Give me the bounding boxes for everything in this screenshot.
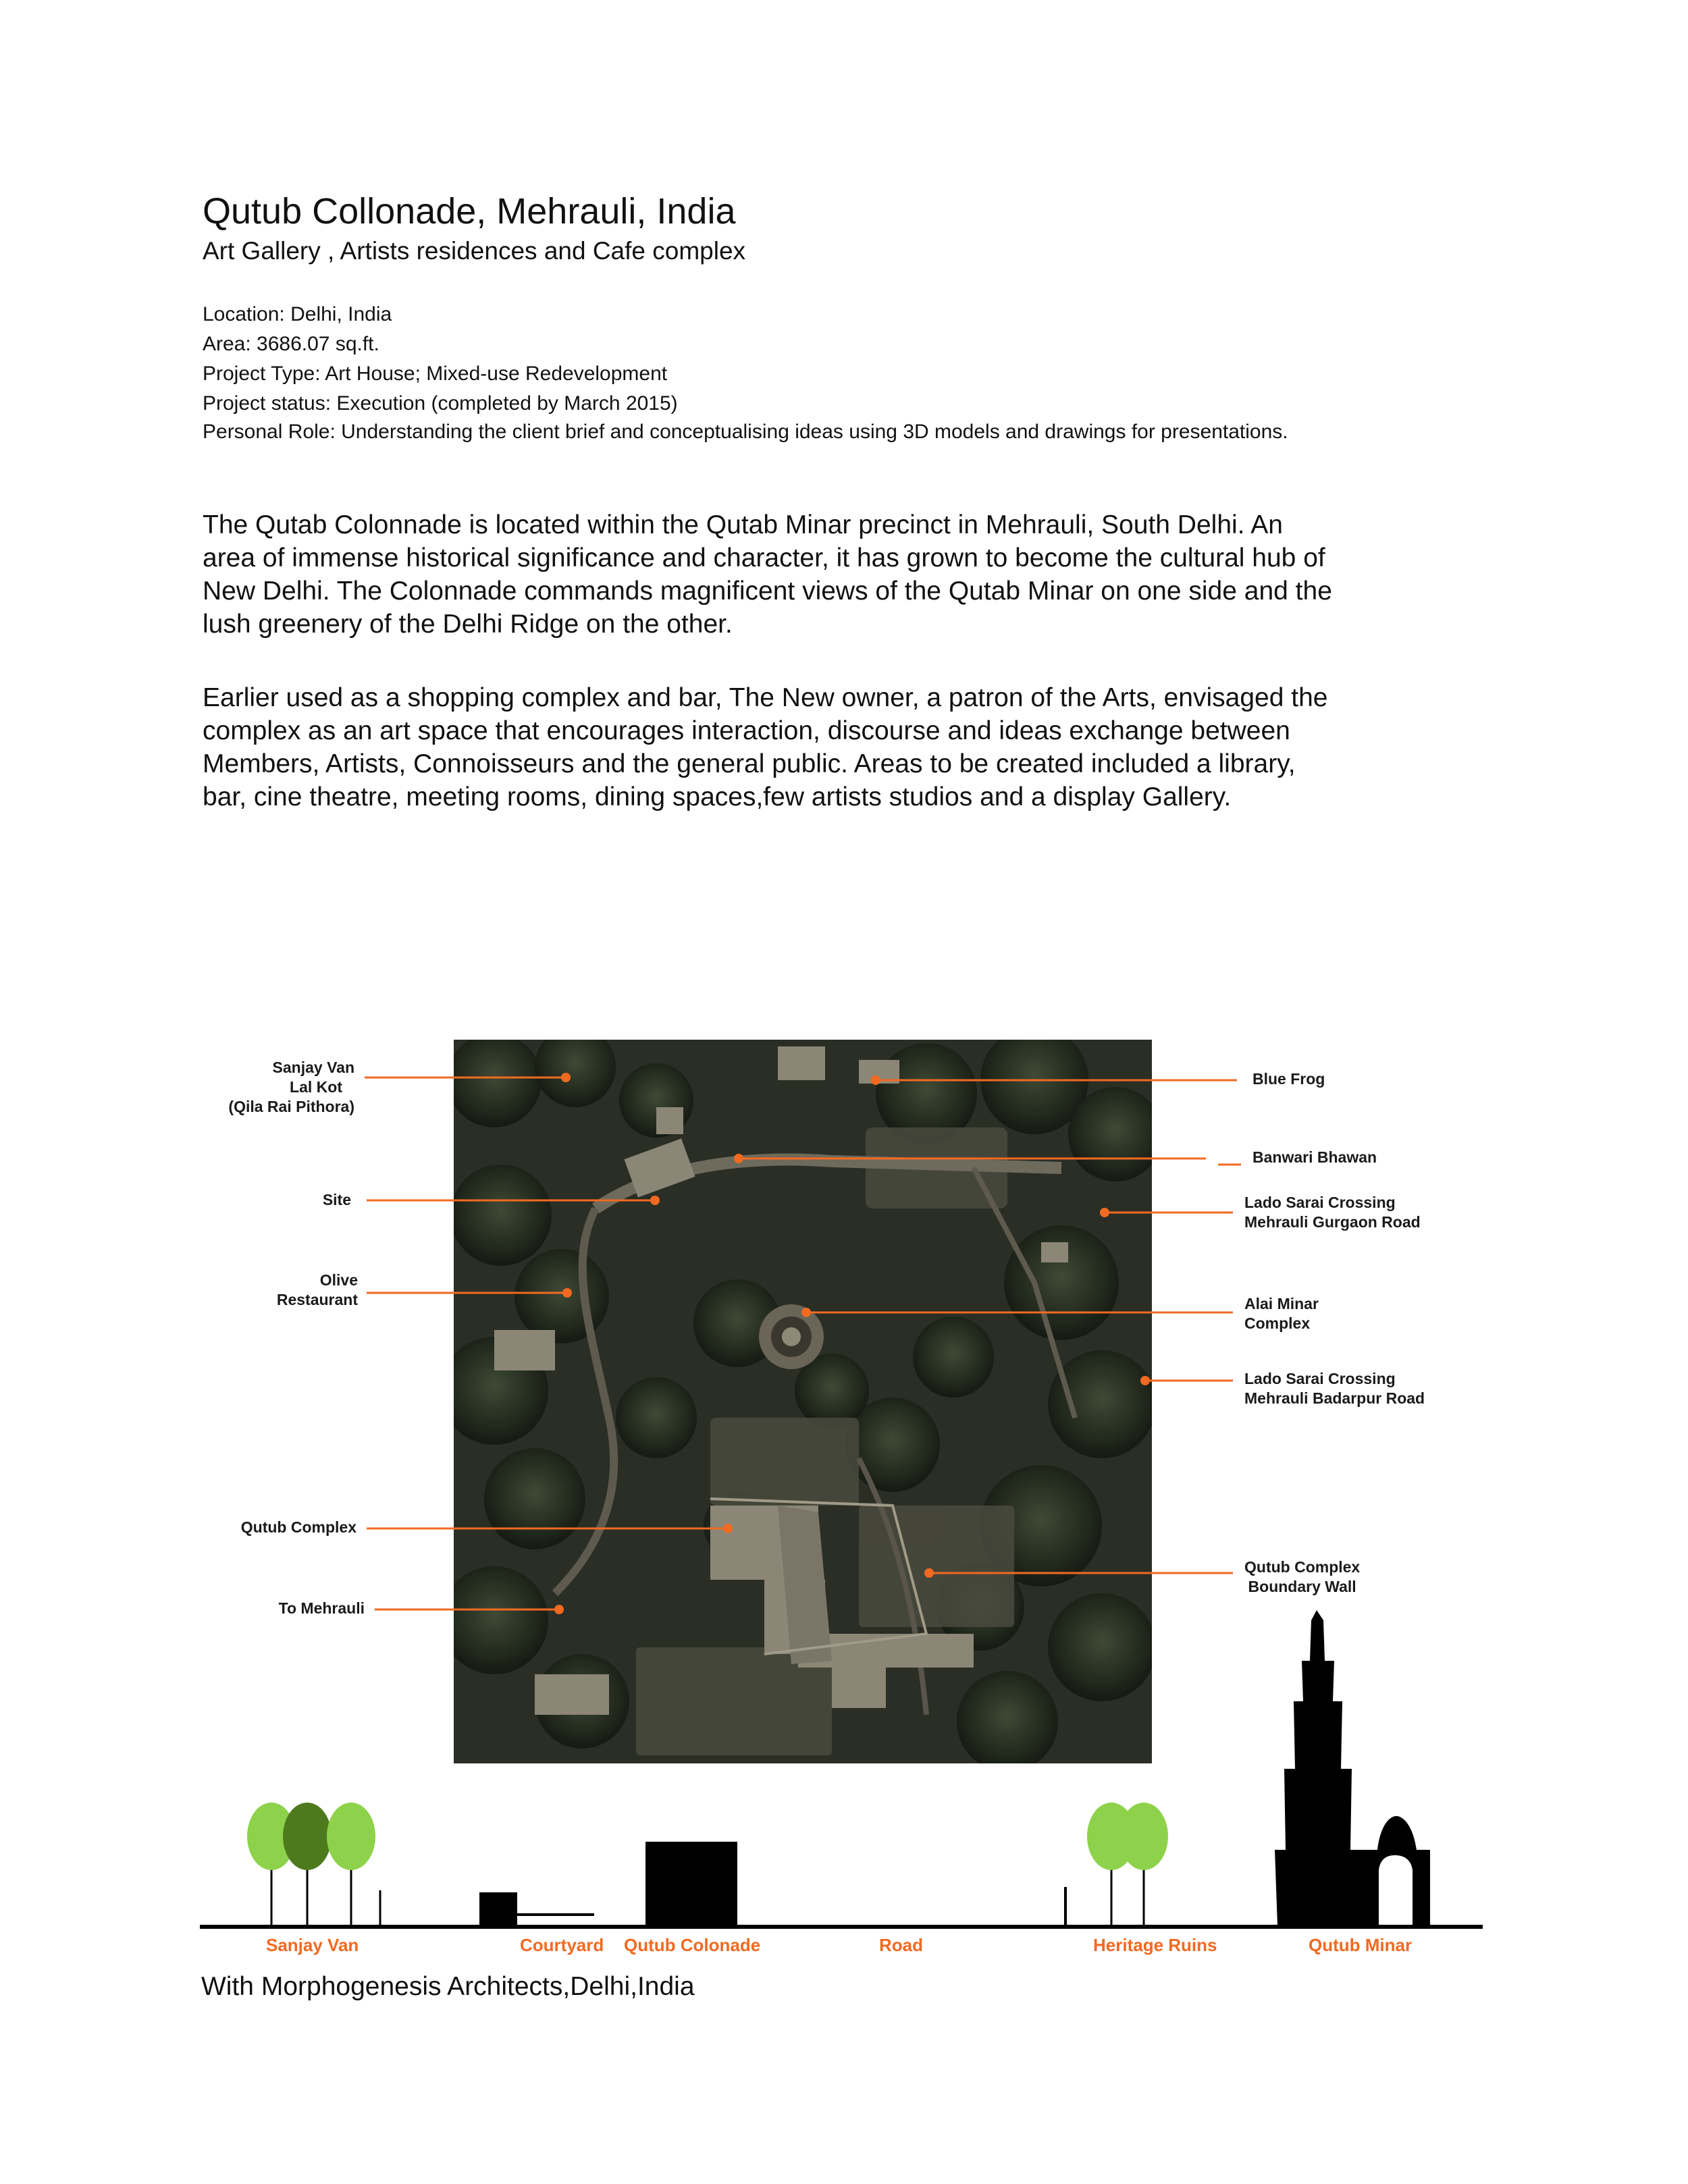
label-to-mehrauli: To Mehrauli — [278, 1599, 365, 1617]
tree-light — [1087, 1803, 1136, 1870]
detail-location: Location: Delhi, India — [203, 303, 392, 325]
label-boundary-wall: Qutub Complex Boundary Wall — [1244, 1558, 1361, 1595]
section-label-qutub-minar: Qutub Minar — [1309, 1935, 1413, 1955]
section-label-qutub-colonade: Qutub Colonade — [624, 1935, 761, 1955]
label-site: Site — [322, 1191, 351, 1208]
tree-light — [247, 1803, 296, 1870]
section-label-road: Road — [879, 1935, 923, 1955]
tree-light — [327, 1803, 375, 1870]
page-subtitle: Art Gallery , Artists residences and Cafe complex — [203, 237, 746, 265]
sanjay-van-trees — [247, 1803, 380, 1925]
label-lado-sarai-gurgaon: Lado Sarai Crossing Mehrauli Gurgaon Road — [1244, 1194, 1421, 1231]
qutub-colonade-block — [645, 1842, 737, 1927]
brief-paragraph: Earlier used as a shopping complex and bar, The New owner, a patron of the Arts, envisaged the complex as an art space that encourages interaction, discourse and ideas exchange between Members, Artists, Connoisseurs and the general public. Areas to be created included a library, bar, cine theatre, meeting rooms, dining spaces,few artists studios and a display Gallery. — [203, 683, 1328, 811]
detail-area: Area: 3686.07 sq.ft. — [203, 333, 379, 355]
label-olive-restaurant: Olive Restaurant — [276, 1271, 358, 1308]
detail-type: Project Type: Art House; Mixed-use Redevelopment — [203, 363, 668, 385]
aerial-map-image — [454, 1040, 1152, 1763]
section-label-heritage-ruins: Heritage Ruins — [1093, 1935, 1217, 1955]
section-label-sanjay-van: Sanjay Van — [266, 1935, 359, 1955]
project-details — [203, 300, 1310, 446]
label-sanjay-van: Sanjay Van Lal Kot (Qila Rai Pithora) — [228, 1059, 354, 1115]
detail-status: Project status: Execution (completed by March 2015) — [203, 392, 678, 415]
credit-line: With Morphogenesis Architects,Delhi,India — [201, 1972, 695, 2001]
label-lado-sarai-badarpur: Lado Sarai Crossing Mehrauli Badarpur Road — [1244, 1370, 1425, 1407]
tree-dark — [283, 1803, 332, 1870]
colonade-blocks — [479, 1842, 737, 1927]
courtyard-block — [479, 1892, 517, 1926]
detail-role: Personal Role: Understanding the client brief and conceptualising ideas using 3D models and drawings for presentations. — [203, 421, 1288, 443]
aerial-site-map — [454, 1040, 1152, 1763]
intro-paragraph: The Qutab Colonnade is located within the Qutab Minar precinct in Mehrauli, South Delhi. An area of immense historical significance and character, it has grown to become the cultural hub of New Delhi. The Colonnade commands magnificent views of the Qutab Minar on one side and the lush greenery of the Delhi Ridge on the other. — [203, 510, 1332, 639]
heritage-ruins-trees — [1065, 1803, 1168, 1925]
label-banwari-bhawan: Banwari Bhawan — [1252, 1148, 1377, 1166]
label-blue-frog: Blue Frog — [1252, 1070, 1325, 1088]
qutub-minar-silhouette — [1275, 1610, 1430, 1925]
section-label-courtyard: Courtyard — [520, 1935, 604, 1955]
tree-light — [1119, 1803, 1168, 1870]
label-alai-minar: Alai Minar Complex — [1244, 1295, 1319, 1332]
label-qutub-complex: Qutub Complex — [240, 1518, 357, 1536]
page-title: Qutub Collonade, Mehrauli, India — [203, 191, 736, 232]
alai-darwaza-arch — [1357, 1816, 1430, 1925]
